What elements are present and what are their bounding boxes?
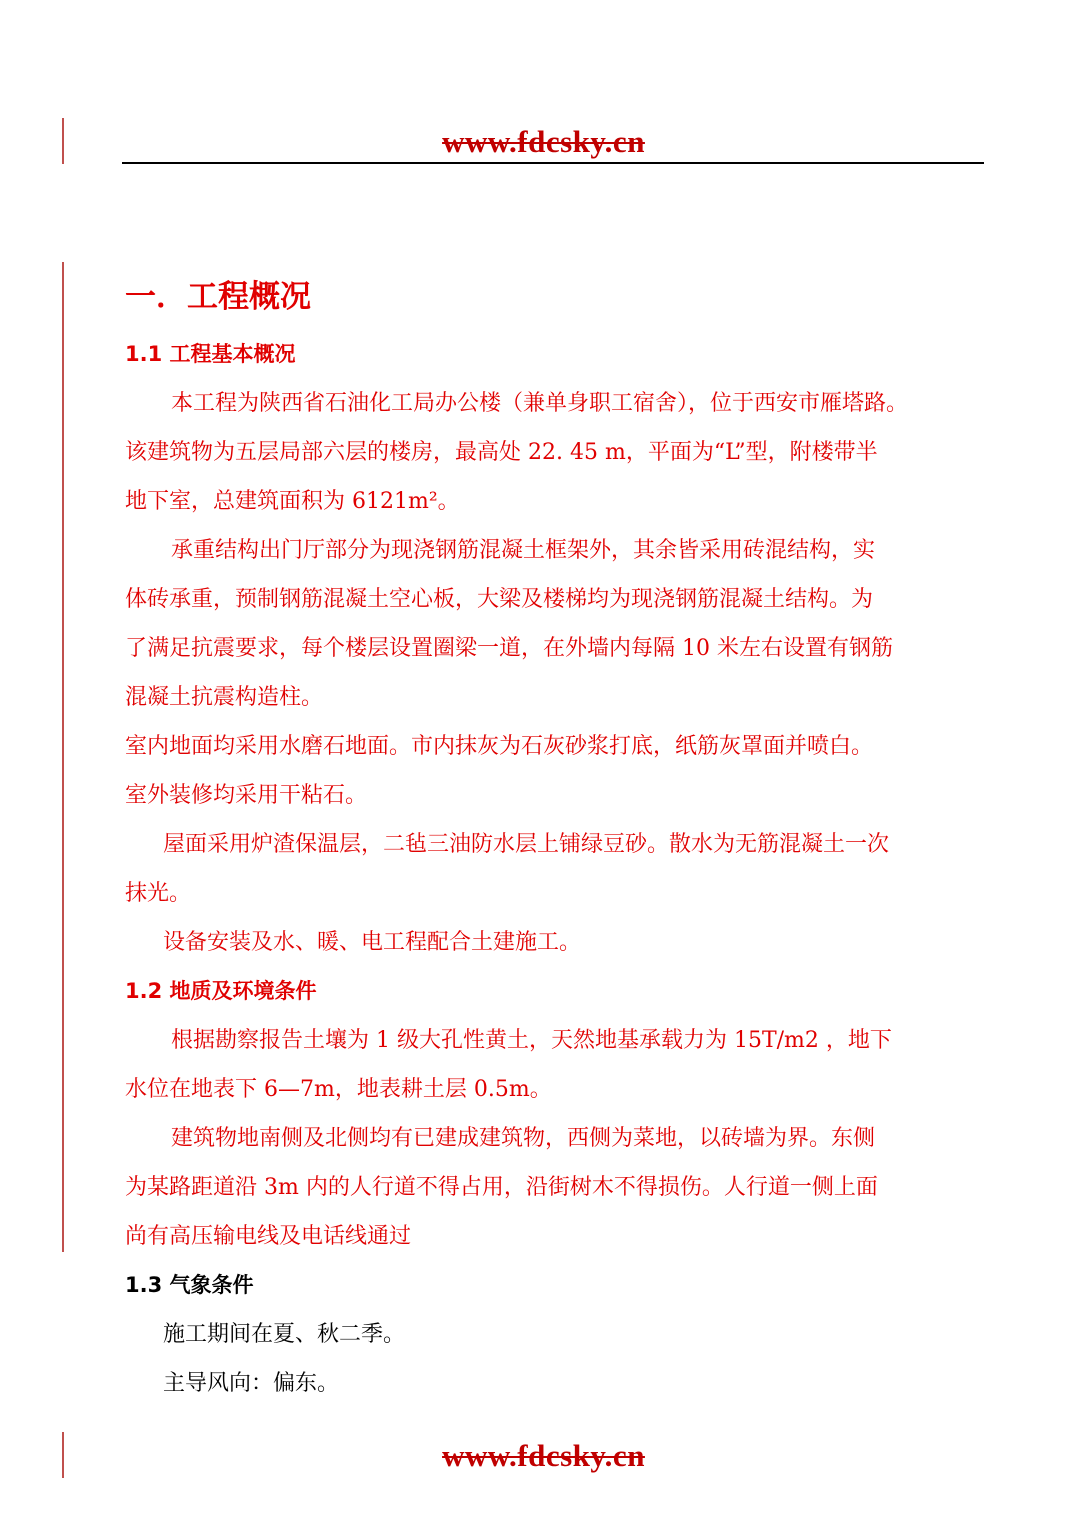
paragraph-line: 水位在地表下 6—7m，地表耕土层 0.5m。 (125, 1077, 552, 1102)
paragraph-line: 抹光。 (125, 881, 192, 906)
document-body (125, 270, 987, 1408)
footer-site-url[interactable]: www.fdcsky.cn (442, 1438, 645, 1473)
paragraph-line: 尚有高压输电线及电话线通过 (125, 1224, 412, 1249)
header-rule (122, 162, 984, 164)
paragraph-line: 设备安装及水、暖、电工程配合土建施工。 (163, 930, 582, 955)
section-title: 一．工程概况 (125, 279, 311, 315)
paragraph-line: 室内地面均采用水磨石地面。市内抹灰为石灰砂浆打底，纸筋灰罩面并喷白。 (125, 734, 874, 759)
paragraph-line: 室外装修均采用干粘石。 (125, 783, 368, 808)
paragraph-line: 建筑物地南侧及北侧均有已建成建筑物，西侧为菜地，以砖墙为界。东侧 (171, 1126, 876, 1151)
paragraph-line: 混凝土抗震构造柱。 (125, 685, 324, 710)
paragraph-line: 根据勘察报告土壤为 1 级大孔性黄土，天然地基承载力为 15T/m2 ，地下 (171, 1028, 892, 1053)
paragraph-line: 屋面采用炉渣保温层，二毡三油防水层上铺绿豆砂。散水为无筋混凝土一次 (163, 832, 890, 857)
paragraph-line: 施工期间在夏、秋二季。 (163, 1322, 406, 1347)
paragraph-line: 该建筑物为五层局部六层的楼房，最高处 22. 45 m，平面为“L”型，附楼带半 (125, 440, 878, 465)
paragraph-line: 体砖承重，预制钢筋混凝土空心板，大梁及楼梯均为现浇钢筋混凝土结构。为 (125, 587, 874, 612)
subsection-heading-1-3: 1.3 气象条件 (125, 1273, 254, 1297)
paragraph-line: 为某路距道沿 3m 内的人行道不得占用，沿街树木不得损伤。人行道一侧上面 (125, 1175, 878, 1200)
paragraph-line: 承重结构出门厅部分为现浇钢筋混凝土框架外，其余皆采用砖混结构，实 (171, 538, 876, 563)
subsection-heading-1-1: 1.1 工程基本概况 (125, 342, 296, 366)
paragraph-line: 本工程为陕西省石油化工局办公楼（兼单身职工宿舍），位于西安市雁塔路。 (171, 391, 909, 416)
subsection-heading-1-2: 1.2 地质及环境条件 (125, 979, 317, 1003)
body-margin-bar (62, 262, 64, 1252)
header-site-url[interactable]: www.fdcsky.cn (442, 124, 645, 159)
paragraph-line: 了满足抗震要求，每个楼层设置圈梁一道，在外墙内每隔 10 米左右设置有钢筋 (125, 636, 893, 661)
paragraph-line: 地下室，总建筑面积为 6121m²。 (125, 489, 460, 514)
paragraph-line: 主导风向：偏东。 (163, 1371, 340, 1396)
